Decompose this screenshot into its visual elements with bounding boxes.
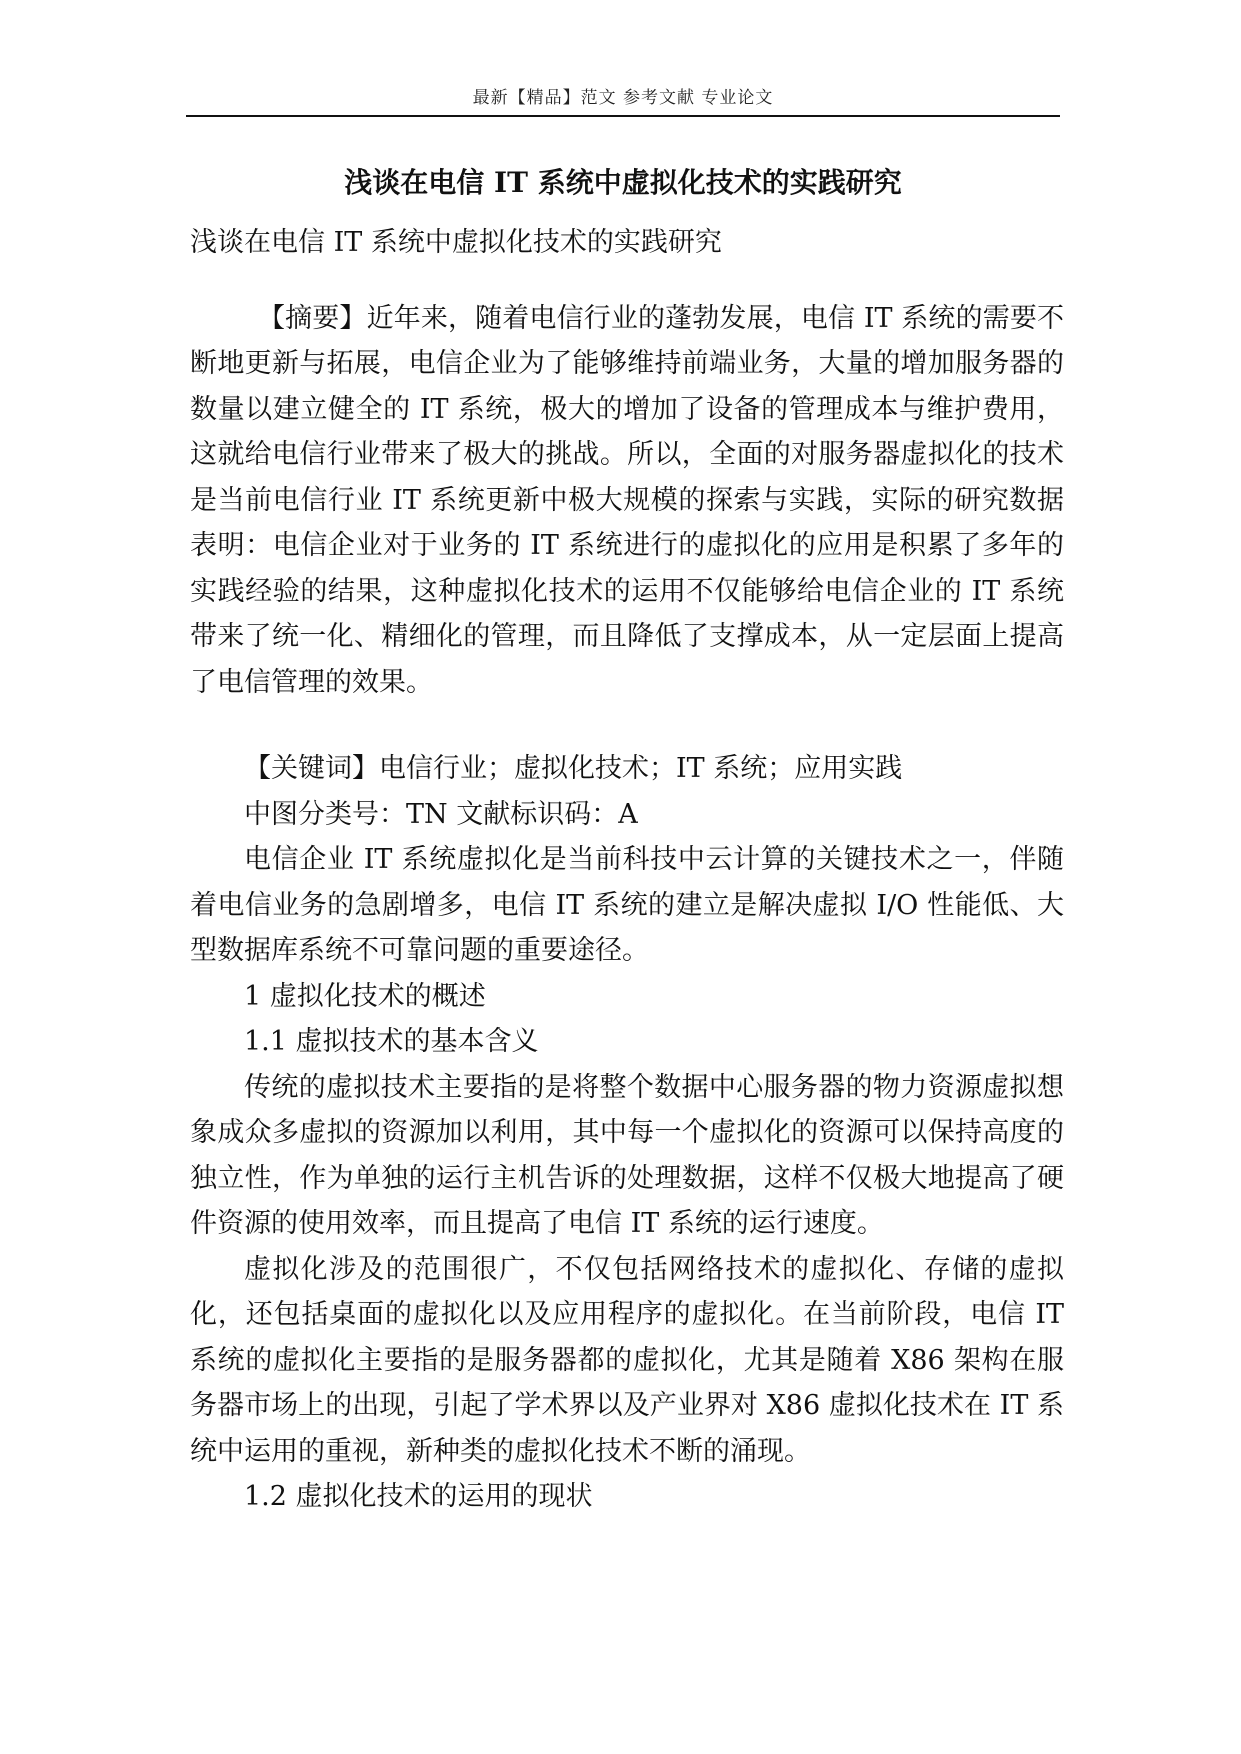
section-heading-1-2: 1.2 虚拟化技术的运用的现状 (244, 1481, 593, 1512)
section-1-1-paragraph-1: 传统的虚拟技术主要指的是将整个数据中心服务器的物力资源虚拟想象成众多虚拟的资源加以利用，其中每一个虚拟化的资源可以保持高度的独立性，作为单独的运行主机告诉的处理数据，这样不仅极大地提高了硬件资源的使用效率，而且提高了电信 IT 系统的运行速度。 (190, 1071, 1064, 1239)
abstract-paragraph: 【摘要】近年来，随着电信行业的蓬勃发展，电信 IT 系统的需要不断地更新与拓展，电信企业为了能够维持前端业务，大量的增加服务器的数量以建立健全的 IT 系统，极大的增加了设备的管理成本与维护费用，这就给电信行业带来了极大的挑战。所以，全面的对服务器虚拟化的技术是当前电信行业 IT 系统更新中极大规模的探索与实践，实际的研究数据表明：电信企业对于业务的 IT 系统进行的虚拟化的应用是积累了多年的实践经验的结果，这种虚拟化技术的运用不仅能够给电信企业的 IT 系统带来了统一化、精细化的管理，而且降低了支撑成本，从一定层面上提高了电信管理的效果。 (190, 302, 1064, 698)
classification-line: 中图分类号：TN 文献标识码：A (244, 798, 638, 830)
header-divider (186, 115, 1060, 117)
document-subtitle: 浅谈在电信 IT 系统中虚拟化技术的实践研究 (190, 227, 722, 258)
document-body (190, 220, 1064, 1520)
section-heading-1-1: 1.1 虚拟技术的基本含义 (244, 1026, 539, 1057)
document-title: 浅谈在电信 IT 系统中虚拟化技术的实践研究 (344, 166, 902, 199)
keywords-line: 【关键词】电信行业；虚拟化技术；IT 系统；应用实践 (244, 753, 903, 784)
running-header: 最新【精品】范文 参考文献 专业论文 (472, 88, 774, 108)
section-heading-1: 1 虚拟化技术的概述 (244, 980, 486, 1012)
section-1-1-paragraph-2: 虚拟化涉及的范围很广，不仅包括网络技术的虚拟化、存储的虚拟化，还包括桌面的虚拟化以及应用程序的虚拟化。在当前阶段，电信 IT 系统的虚拟化主要指的是服务器都的虚拟化，尤其是随着 X86 架构在服务器市场上的出现，引起了学术界以及产业界对 X86 虚拟化技术在 IT 系统中运用的重视，新种类的虚拟化技术不断的涌现。 (190, 1253, 1064, 1467)
intro-paragraph: 电信企业 IT 系统虚拟化是当前科技中云计算的关键技术之一，伴随着电信业务的急剧增多，电信 IT 系统的建立是解决虚拟 I/O 性能低、大型数据库系统不可靠问题的重要途径。 (190, 844, 1064, 966)
